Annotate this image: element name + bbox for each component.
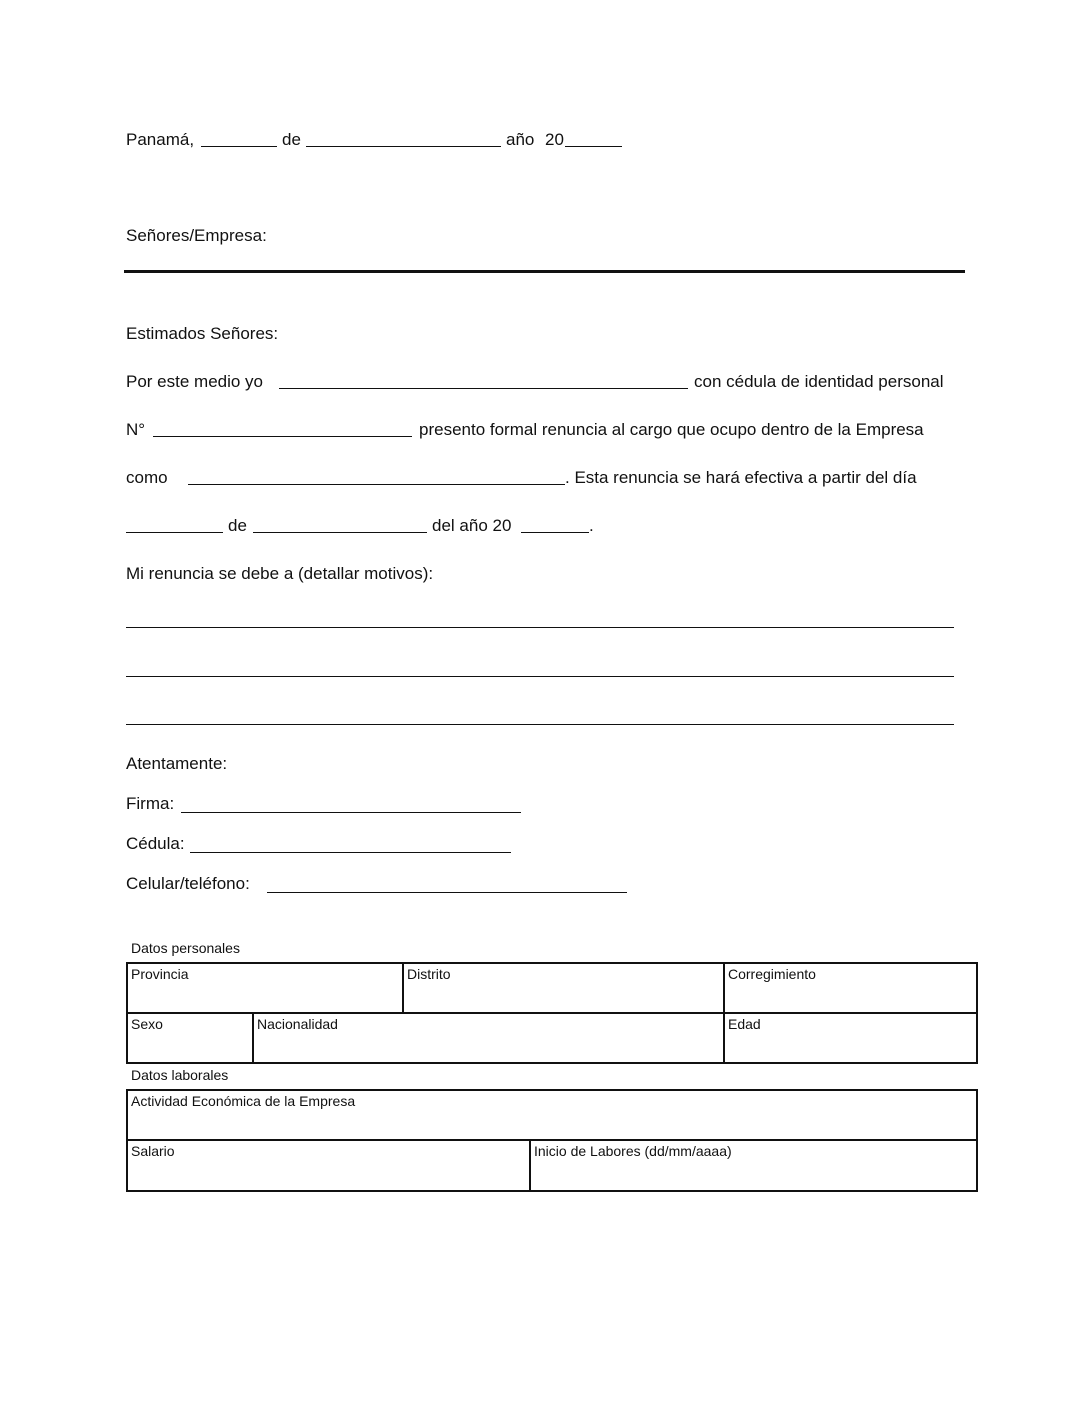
name-blank[interactable] xyxy=(279,388,688,389)
body-line1-end: con cédula de identidad personal xyxy=(694,372,944,391)
year-prefix: 20 xyxy=(545,130,564,149)
id-number-blank[interactable] xyxy=(153,436,412,437)
labor-row-divider xyxy=(126,1139,978,1141)
month-blank[interactable] xyxy=(306,146,501,147)
personal-data-caption: Datos personales xyxy=(131,940,240,956)
distrito-cell[interactable] xyxy=(406,965,721,1011)
de-label: de xyxy=(282,130,301,149)
sexo-label: Sexo xyxy=(131,1016,163,1032)
place-label: Panamá, xyxy=(126,130,195,149)
provincia-label: Provincia xyxy=(131,966,189,982)
personal-col-divider-1 xyxy=(402,962,404,1013)
salutation: Estimados Señores: xyxy=(126,324,279,343)
labor-col-divider xyxy=(529,1139,531,1192)
labor-data-caption: Datos laborales xyxy=(131,1067,229,1083)
body-line1-start: Por este medio yo xyxy=(126,372,264,391)
body-line2-end: presento formal renuncia al cargo que ocupo dentro de la Empresa xyxy=(419,420,924,439)
personal-col-divider-2 xyxy=(723,962,725,1064)
salario-cell[interactable] xyxy=(130,1142,527,1189)
cedula-blank[interactable] xyxy=(190,852,511,853)
reason-line-2[interactable] xyxy=(126,676,954,677)
salario-label: Salario xyxy=(131,1143,175,1159)
cedula-label: Cédula: xyxy=(126,834,185,853)
effective-month-blank[interactable] xyxy=(253,532,427,533)
recipient-label: Señores/Empresa: xyxy=(126,226,267,245)
reason-line-3[interactable] xyxy=(126,724,954,725)
actividad-label: Actividad Económica de la Empresa xyxy=(131,1093,356,1109)
telefono-label: Celular/teléfono: xyxy=(126,874,250,893)
edad-label: Edad xyxy=(728,1016,761,1032)
year-blank[interactable] xyxy=(565,146,622,147)
body-line3-end: . Esta renuncia se hará efectiva a partir del día xyxy=(565,468,917,487)
distrito-label: Distrito xyxy=(407,966,451,982)
recipient-line[interactable] xyxy=(124,270,965,273)
effective-day-blank[interactable] xyxy=(126,532,223,533)
firma-label: Firma: xyxy=(126,794,175,813)
edad-cell[interactable] xyxy=(727,1015,975,1061)
closing-atentamente: Atentamente: xyxy=(126,754,228,773)
inicio-label: Inicio de Labores (dd/mm/aaaa) xyxy=(534,1143,732,1159)
ano-label: año xyxy=(506,130,535,149)
body-line2-start: N° xyxy=(126,420,146,439)
corregimiento-label: Corregimiento xyxy=(728,966,816,982)
reason-line-1[interactable] xyxy=(126,627,954,628)
body-line3-start: como xyxy=(126,468,168,487)
personal-col-divider-3 xyxy=(252,1012,254,1064)
position-blank[interactable] xyxy=(188,484,565,485)
day-blank[interactable] xyxy=(201,146,277,147)
nacionalidad-label: Nacionalidad xyxy=(257,1016,338,1032)
body-line4-period: . xyxy=(589,516,594,535)
body-line4-del-ano: del año 20 xyxy=(432,516,512,535)
firma-blank[interactable] xyxy=(181,812,521,813)
reason-label: Mi renuncia se debe a (detallar motivos): xyxy=(126,564,434,583)
telefono-blank[interactable] xyxy=(267,892,627,893)
effective-year-blank[interactable] xyxy=(521,532,589,533)
body-line4-de: de xyxy=(228,516,247,535)
